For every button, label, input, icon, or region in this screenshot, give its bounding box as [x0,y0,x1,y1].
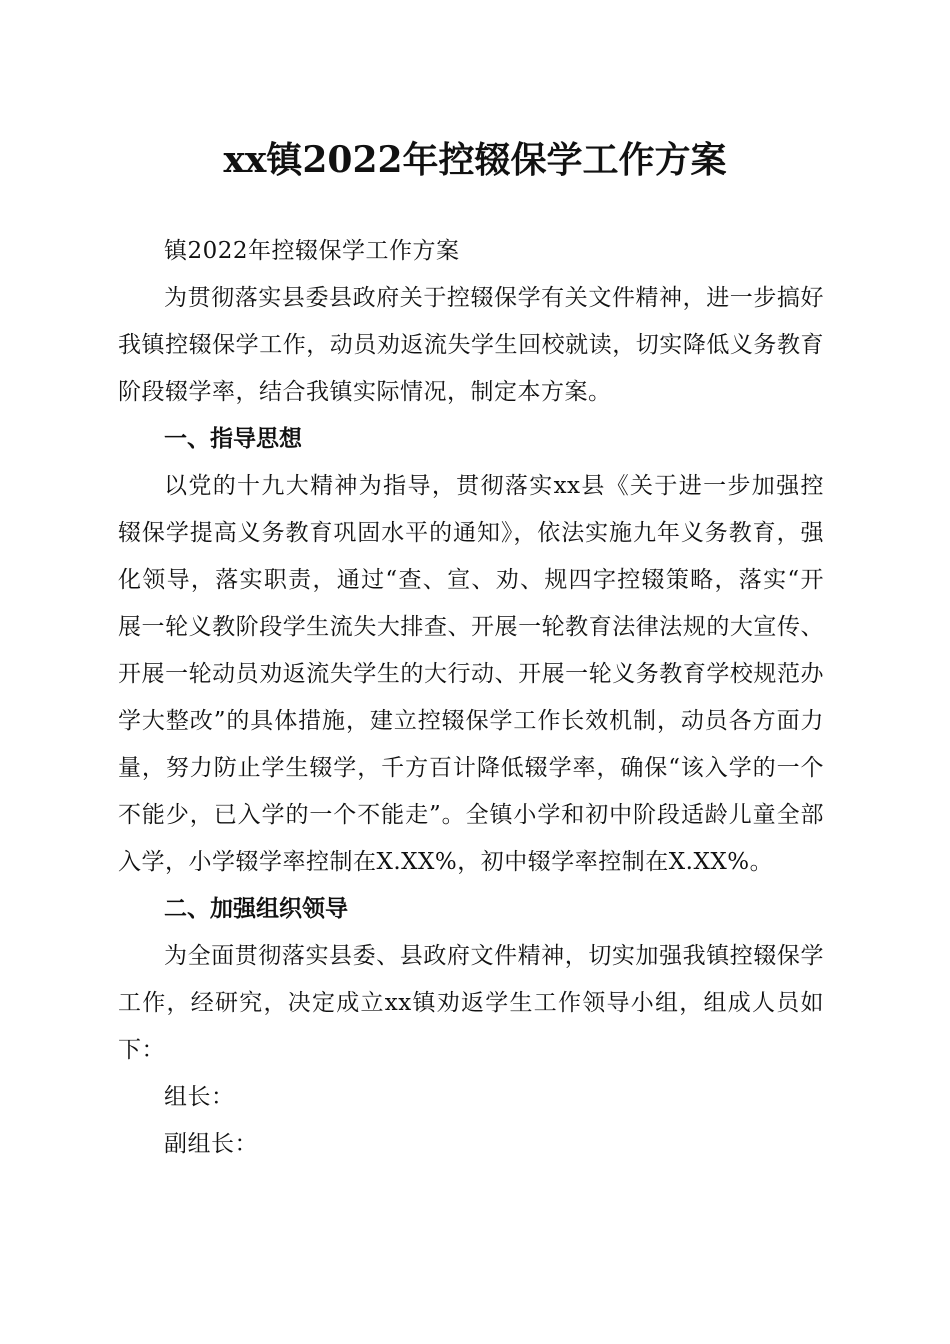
subtitle-paragraph: 镇2022年控辍保学工作方案 [164,238,460,264]
section-heading-organization: 二、加强组织领导 [164,896,348,922]
document-body [118,228,824,1168]
intro-paragraph: 为贯彻落实县委县政府关于控辍保学有关文件精神，进一步搞好我镇控辍保学工作，动员劝返流失学生回校就读，切实降低义务教育阶段辍学率，结合我镇实际情况，制定本方案。 [118,285,824,405]
section-heading-guiding-thought: 一、指导思想 [164,426,302,452]
organization-paragraph: 为全面贯彻落实县委、县政府文件精神，切实加强我镇控辍保学工作，经研究，决定成立xx镇劝返学生工作领导小组，组成人员如下： [118,943,824,1063]
deputy-team-leader-line: 副组长： [164,1131,258,1157]
team-leader-line: 组长： [164,1084,235,1110]
document-title: xx镇2022年控辍保学工作方案 [223,139,727,181]
guiding-thought-paragraph: 以党的十九大精神为指导，贯彻落实xx县《关于进一步加强控辍保学提高义务教育巩固水平的通知》，依法实施九年义务教育，强化领导，落实职责，通过“查、宣、劝、规四字控辍策略，落实“开展一轮义教阶段学生流失大排查、开展一轮教育法律法规的大宣传、开展一轮动员劝返流失学生的大行动、开展一轮义务教育学校规范办学大整改”的具体措施，建立控辍保学工作长效机制，动员各方面力量，努力防止学生辍学，千方百计降低辍学率，确保“该入学的一个不能少，已入学的一个不能走”。全镇小学和初中阶段适龄儿童全部入学，小学辍学率控制在X.XX%，初中辍学率控制在X.XX%。 [118,473,824,875]
